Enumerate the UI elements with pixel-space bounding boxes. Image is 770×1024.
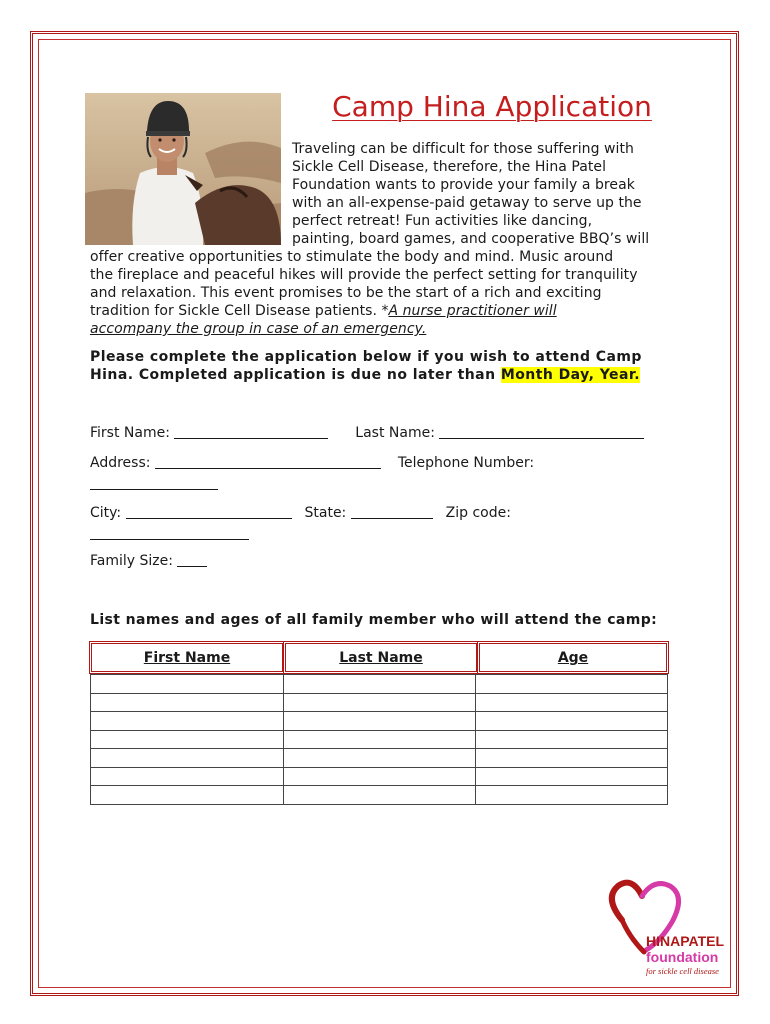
table-row xyxy=(91,712,668,731)
table-row xyxy=(91,786,668,805)
column-header-label: Age xyxy=(557,650,589,666)
intro-line xyxy=(90,302,685,320)
state-field[interactable] xyxy=(351,504,433,519)
state-label: State: xyxy=(304,505,347,521)
last-name-field[interactable] xyxy=(439,424,644,439)
last-name-cell[interactable] xyxy=(283,693,476,712)
intro-line: Foundation wants to provide your family a break xyxy=(292,177,635,193)
instructions-line: Please complete the application below if you wish to attend Camp xyxy=(90,349,642,365)
intro-line: perfect retreat! Fun activities like dancing, xyxy=(292,213,593,229)
address-row xyxy=(90,454,534,471)
intro-line xyxy=(90,320,685,338)
intro-line: Traveling can be difficult for those suffering with xyxy=(292,141,634,157)
family-size-field[interactable] xyxy=(177,552,207,567)
intro-line: and relaxation. This event promises to be the start of a rich and exciting xyxy=(90,285,602,301)
age-cell[interactable] xyxy=(476,767,668,786)
family-table xyxy=(90,674,668,805)
first-name-field[interactable] xyxy=(174,424,328,439)
last-name-label: Last Name: xyxy=(355,425,435,441)
page-title: Camp Hina Application xyxy=(332,90,652,123)
age-cell[interactable] xyxy=(476,693,668,712)
age-cell[interactable] xyxy=(476,730,668,749)
last-name-cell[interactable] xyxy=(283,749,476,768)
first-name-cell[interactable] xyxy=(91,767,284,786)
last-name-cell[interactable] xyxy=(283,786,476,805)
first-name-cell[interactable] xyxy=(91,693,284,712)
age-cell[interactable] xyxy=(476,786,668,805)
family-size-row xyxy=(90,552,207,569)
last-name-cell[interactable] xyxy=(283,675,476,694)
first-name-label: First Name: xyxy=(90,425,170,441)
column-header-last-name xyxy=(283,641,479,674)
intro-line: Sickle Cell Disease, therefore, the Hina Patel xyxy=(292,159,607,175)
column-header-label: First Name xyxy=(143,650,231,666)
application-instructions xyxy=(90,348,690,384)
zip-field[interactable] xyxy=(90,525,249,540)
intro-line: painting, board games, and cooperative BBQ’s will xyxy=(292,231,650,247)
family-table-header xyxy=(89,641,669,674)
table-row xyxy=(91,730,668,749)
nurse-note-continued: accompany the group in case of an emergency. xyxy=(90,321,427,337)
column-header-label: Last Name xyxy=(339,650,423,666)
address-label: Address: xyxy=(90,455,151,471)
logo-foundation: foundation xyxy=(646,949,719,965)
last-name-cell[interactable] xyxy=(283,730,476,749)
nurse-note: A nurse practitioner will xyxy=(388,303,557,319)
first-name-cell[interactable] xyxy=(91,786,284,805)
intro-line: with an all-expense-paid getaway to serve up the xyxy=(292,195,642,211)
table-row xyxy=(91,767,668,786)
intro-paragraph xyxy=(90,140,685,338)
table-row xyxy=(91,693,668,712)
intro-line-text: tradition for Sickle Cell Disease patients. * xyxy=(90,303,389,319)
last-name-cell[interactable] xyxy=(283,712,476,731)
logo-name: HINAPATEL xyxy=(646,933,725,949)
telephone-field[interactable] xyxy=(90,475,218,490)
zip-row xyxy=(90,525,249,542)
age-cell[interactable] xyxy=(476,712,668,731)
first-name-cell[interactable] xyxy=(91,749,284,768)
column-header-first-name xyxy=(89,641,285,674)
city-field[interactable] xyxy=(126,504,292,519)
hina-patel-foundation-logo xyxy=(598,878,738,984)
telephone-label: Telephone Number: xyxy=(397,455,535,471)
age-cell[interactable] xyxy=(476,749,668,768)
table-row xyxy=(91,749,668,768)
instructions-line xyxy=(90,366,690,384)
logo-tagline: for sickle cell disease xyxy=(646,966,719,976)
intro-line: the fireplace and peaceful hikes will provide the perfect setting for tranquility xyxy=(90,267,638,283)
first-name-cell[interactable] xyxy=(91,675,284,694)
intro-line: offer creative opportunities to stimulate the body and mind. Music around xyxy=(90,249,614,265)
last-name-cell[interactable] xyxy=(283,767,476,786)
city-row xyxy=(90,504,511,521)
first-name-cell[interactable] xyxy=(91,712,284,731)
city-label: City: xyxy=(90,505,122,521)
age-cell[interactable] xyxy=(476,675,668,694)
family-size-label: Family Size: xyxy=(90,553,173,569)
instructions-text: Hina. Completed application is due no later than xyxy=(90,367,501,383)
due-date: Month Day, Year. xyxy=(500,367,640,383)
address-field[interactable] xyxy=(155,454,381,469)
first-name-cell[interactable] xyxy=(91,730,284,749)
zip-label: Zip code: xyxy=(445,505,511,521)
column-header-age xyxy=(477,641,669,674)
telephone-row xyxy=(90,475,218,492)
table-row xyxy=(91,675,668,694)
family-table-heading: List names and ages of all family member who will attend the camp: xyxy=(90,612,658,628)
name-row xyxy=(90,424,644,441)
